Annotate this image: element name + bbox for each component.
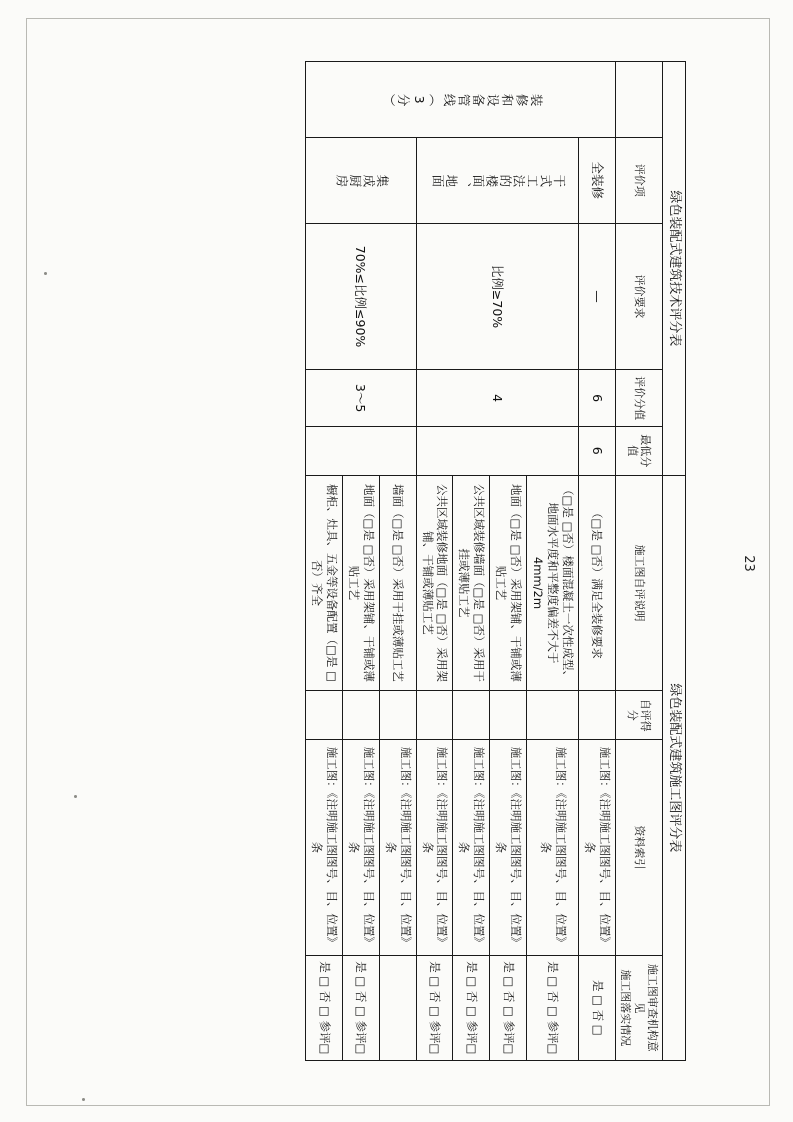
header-reference: 资料索引 xyxy=(615,740,662,955)
row-description: 地面（□是 □否）采用架铺、干铺或薄贴工艺 xyxy=(342,475,379,690)
row-reference-text: 施工图：《注明施工图图号、目、位置》 xyxy=(361,746,376,949)
row-description: 墙面（□是 □否）采用干挂或薄贴工艺 xyxy=(379,475,416,690)
title-right: 绿色装配式建筑施工图评分表 xyxy=(663,475,686,1060)
row-score-value: 6 xyxy=(579,370,616,426)
row-opinion[interactable]: 是 □ 否 □ 参评□ xyxy=(342,955,379,1060)
row-self-score xyxy=(490,691,527,740)
table-title-row xyxy=(663,62,686,1061)
row-reference-text: 施工图：《注明施工图图号、目、位置》 xyxy=(472,746,487,949)
row-reference-suffix: 条 xyxy=(494,841,509,854)
row-reference-suffix: 条 xyxy=(538,841,553,854)
row-reference xyxy=(305,740,342,955)
header-review-opinion-sub: 施工图落实情况 xyxy=(619,969,633,1047)
table-row xyxy=(527,62,579,1061)
row-self-score xyxy=(527,691,579,740)
group-label-cell xyxy=(305,62,615,138)
row-score-value: 3～5 xyxy=(305,370,416,426)
row-reference xyxy=(527,740,579,955)
row-reference xyxy=(453,740,490,955)
row-min-score: 6 xyxy=(579,426,616,475)
group-label: 装修和设备管线（3分） xyxy=(381,92,544,108)
table-header-row xyxy=(615,62,662,1061)
row-reference xyxy=(379,740,416,955)
row-description: 公共区域装修墙面（□是 □否）采用干挂或薄贴工艺 xyxy=(453,475,490,690)
row-reference-text: 施工图：《注明施工图图号、目、位置》 xyxy=(435,746,450,949)
row-self-score xyxy=(379,691,416,740)
row-category: 全装修 xyxy=(579,137,616,223)
row-reference-text: 施工图：《注明施工图图号、目、位置》 xyxy=(509,746,524,949)
row-reference-text: 施工图：《注明施工图图号、目、位置》 xyxy=(597,746,612,949)
row-reference-text: 施工图：《注明施工图图号、目、位置》 xyxy=(553,746,568,949)
row-reference xyxy=(416,740,453,955)
row-description: 地面（□是 □否）采用架铺、干铺或薄贴工艺 xyxy=(490,475,527,690)
row-score-value: 4 xyxy=(416,370,578,426)
row-description: （□是 □否）满足全装修要求 xyxy=(579,475,616,690)
scan-speck xyxy=(82,1098,85,1101)
title-left: 绿色装配式建筑技术评分表 xyxy=(663,62,686,476)
row-opinion[interactable]: 是 □ 否 □ 参评□ xyxy=(305,955,342,1060)
row-reference-text: 施工图：《注明施工图图号、目、位置》 xyxy=(324,746,339,949)
row-reference xyxy=(579,740,616,955)
row-min-score xyxy=(305,426,416,475)
page-number: 23 xyxy=(741,555,757,572)
row-category xyxy=(416,137,578,223)
header-review-opinion xyxy=(615,955,662,1060)
row-requirement: 70%≤比例≤90% xyxy=(305,223,416,370)
row-self-score xyxy=(579,691,616,740)
row-category-text: 干式工法的楼面、地面 xyxy=(431,172,567,188)
row-description: 公共区域装修地面（□是 □否）采用架铺、干铺或薄贴工艺 xyxy=(416,475,453,690)
scan-speck xyxy=(74,795,77,798)
header-category: 评价项 xyxy=(615,137,662,223)
evaluation-table xyxy=(305,61,686,1061)
row-opinion[interactable] xyxy=(379,955,416,1060)
row-opinion[interactable]: 是 □ 否 □ 参评□ xyxy=(453,955,490,1060)
header-review-opinion-main: 施工图审查机构意见 xyxy=(632,963,660,1052)
row-category xyxy=(305,137,416,223)
row-category-text: 集成厨房 xyxy=(335,172,390,188)
row-reference xyxy=(342,740,379,955)
header-self-score: 自评得分 xyxy=(615,691,662,740)
row-self-score xyxy=(342,691,379,740)
row-opinion[interactable]: 是 □ 否 □ 参评□ xyxy=(416,955,453,1060)
row-self-score xyxy=(305,691,342,740)
table-row xyxy=(379,62,416,1061)
header-score-value: 评价分值 xyxy=(615,370,662,426)
row-reference xyxy=(490,740,527,955)
row-reference-suffix: 条 xyxy=(309,841,324,854)
row-reference-suffix: 条 xyxy=(420,841,435,854)
header-requirement: 评价要求 xyxy=(615,223,662,370)
row-requirement: — xyxy=(579,223,616,370)
header-min-score: 最低分值 xyxy=(615,426,662,475)
row-opinion[interactable]: 是 □ 否 □ 参评□ xyxy=(490,955,527,1060)
row-reference-text: 施工图：《注明施工图图号、目、位置》 xyxy=(398,746,413,949)
header-group-blank xyxy=(615,62,662,138)
scan-speck xyxy=(44,272,47,275)
row-opinion[interactable]: 是 □ 否 □ 参评□ xyxy=(527,955,579,1060)
row-reference-suffix: 条 xyxy=(383,841,398,854)
row-reference-suffix: 条 xyxy=(582,841,597,854)
row-reference-suffix: 条 xyxy=(346,841,361,854)
header-description: 施工图自评说明 xyxy=(615,475,662,690)
row-description: （□是 □否）楼面混凝土一次性成型、地面水平度和平整度偏差不大于4mm/2m xyxy=(527,475,579,690)
row-self-score xyxy=(453,691,490,740)
row-min-score xyxy=(416,426,578,475)
row-description: 橱柜、灶具、五金等设备配置（□是 □否）齐全 xyxy=(305,475,342,690)
row-opinion[interactable]: 是 □ 否 □ xyxy=(579,955,616,1060)
row-requirement: 比例≥70% xyxy=(416,223,578,370)
table-row xyxy=(579,62,616,1061)
landscape-table-area xyxy=(106,61,686,1061)
row-self-score xyxy=(416,691,453,740)
row-reference-suffix: 条 xyxy=(457,841,472,854)
